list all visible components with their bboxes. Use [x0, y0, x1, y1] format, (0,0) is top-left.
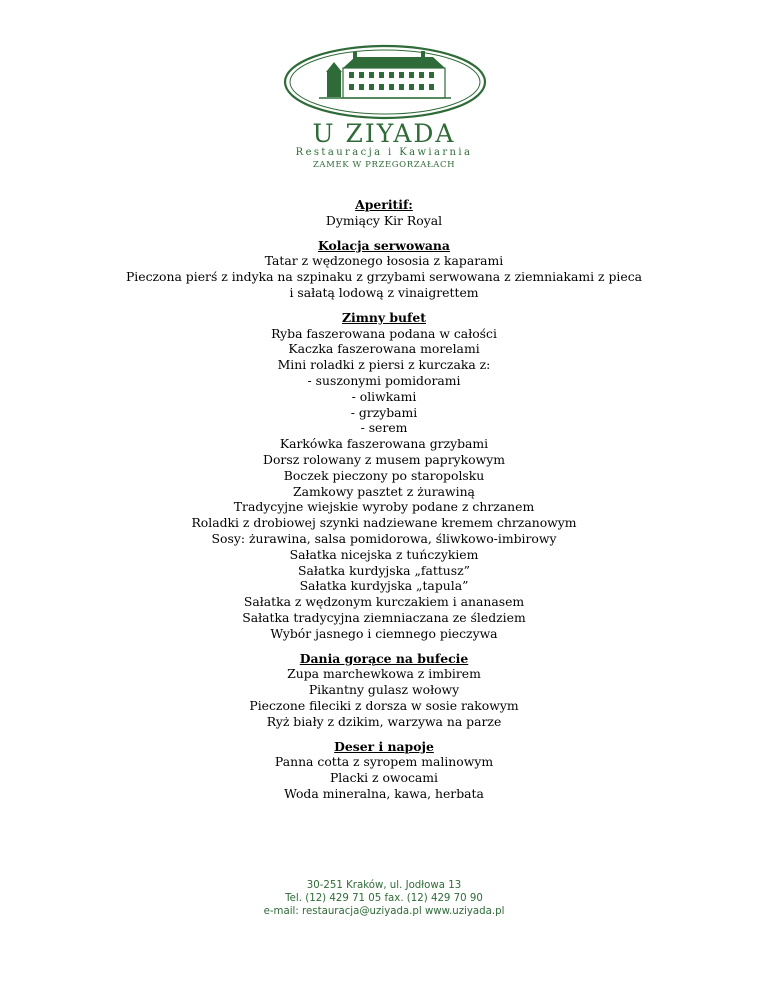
menu-item: - suszonymi pomidorami [307, 372, 461, 388]
section-heading: Zimny bufet [342, 309, 426, 325]
menu-item: Pieczone fileciki z dorsza w sosie rakowym [249, 697, 519, 713]
menu-section [0, 238, 768, 301]
footer-phone: Tel. (12) 429 71 05 fax. (12) 429 70 90 [285, 892, 483, 904]
restaurant-name: U ZIYADA [312, 119, 456, 148]
menu-item: Dorsz rolowany z musem paprykowym [263, 451, 505, 467]
menu-item: Karkówka faszerowana grzybami [279, 436, 489, 452]
section-heading: Deser i napoje [334, 738, 434, 754]
menu-item: Wybór jasnego i ciemnego pieczywa [270, 625, 498, 641]
menu-item: Tradycyjne wiejskie wyroby podane z chrzanem [233, 499, 535, 515]
section-heading: Aperitif: [355, 197, 413, 212]
section-heading: Kolacja serwowana [318, 237, 450, 253]
menu-item: Roladki z drobiowej szynki nadziewane kremem chrzanowym [191, 515, 577, 531]
footer [0, 880, 768, 918]
menu-item: - serem [360, 420, 408, 436]
restaurant-subtitle: Restauracja i Kawiarnia [295, 147, 473, 158]
castle-emblem-icon [283, 42, 487, 122]
menu-item: Dymiący Kir Royal [325, 212, 443, 228]
menu-section [0, 739, 768, 802]
menu-item: Tatar z wędzonego łososia z kaparami [264, 253, 504, 269]
menu-item: Zamkowy pasztet z żurawiną [293, 483, 475, 499]
menu-item: Woda mineralna, kawa, herbata [284, 785, 484, 801]
menu-item: i sałatą lodową z vinaigrettem [289, 284, 479, 300]
footer-contact: e-mail: restauracja@uziyada.pl www.uziyada.pl [263, 905, 505, 917]
menu-item: Sałatka kurdyjska „fattusz” [297, 562, 471, 578]
menu-item: Placki z owocami [329, 770, 439, 786]
menu-item: Pieczona pierś z indyka na szpinaku z grzybami serwowana z ziemniakami z pieca [125, 269, 643, 285]
menu-item: Ryba faszerowana podana w całości [271, 325, 497, 341]
menu-item: Sałatka nicejska z tuńczykiem [289, 546, 479, 562]
menu-item: Kaczka faszerowana morelami [288, 341, 480, 357]
menu-section [0, 197, 768, 229]
menu-item: Boczek pieczony po staropolsku [283, 467, 485, 483]
menu-item: Zupa marchewkowa z imbirem [287, 666, 481, 682]
menu-item: - grzybami [350, 404, 418, 420]
menu-item: Sosy: żurawina, salsa pomidorowa, śliwkowo-imbirowy [211, 530, 557, 546]
menu-item: Sałatka z wędzonym kurczakiem i ananasem [243, 594, 525, 610]
menu-section [0, 651, 768, 730]
menu-item: Mini roladki z piersi z kurczaka z: [277, 357, 491, 373]
menu-item: Sałatka kurdyjska „tapula” [299, 578, 469, 594]
section-heading: Dania gorące na bufecie [299, 650, 469, 666]
menu-item: Panna cotta z syropem malinowym [274, 754, 494, 770]
menu-item: Ryż biały z dzikim, warzywa na parze [266, 713, 502, 729]
menu [0, 197, 768, 811]
restaurant-location: ZAMEK W PRZEGORZAŁACH [312, 160, 456, 170]
menu-item: Pikantny gulasz wołowy [308, 682, 460, 698]
menu-section [0, 310, 768, 642]
footer-address: 30-251 Kraków, ul. Jodłowa 13 [306, 880, 462, 891]
menu-item: Sałatka tradycyjna ziemniaczana ze śledziem [242, 609, 526, 625]
menu-item: - oliwkami [351, 388, 417, 404]
